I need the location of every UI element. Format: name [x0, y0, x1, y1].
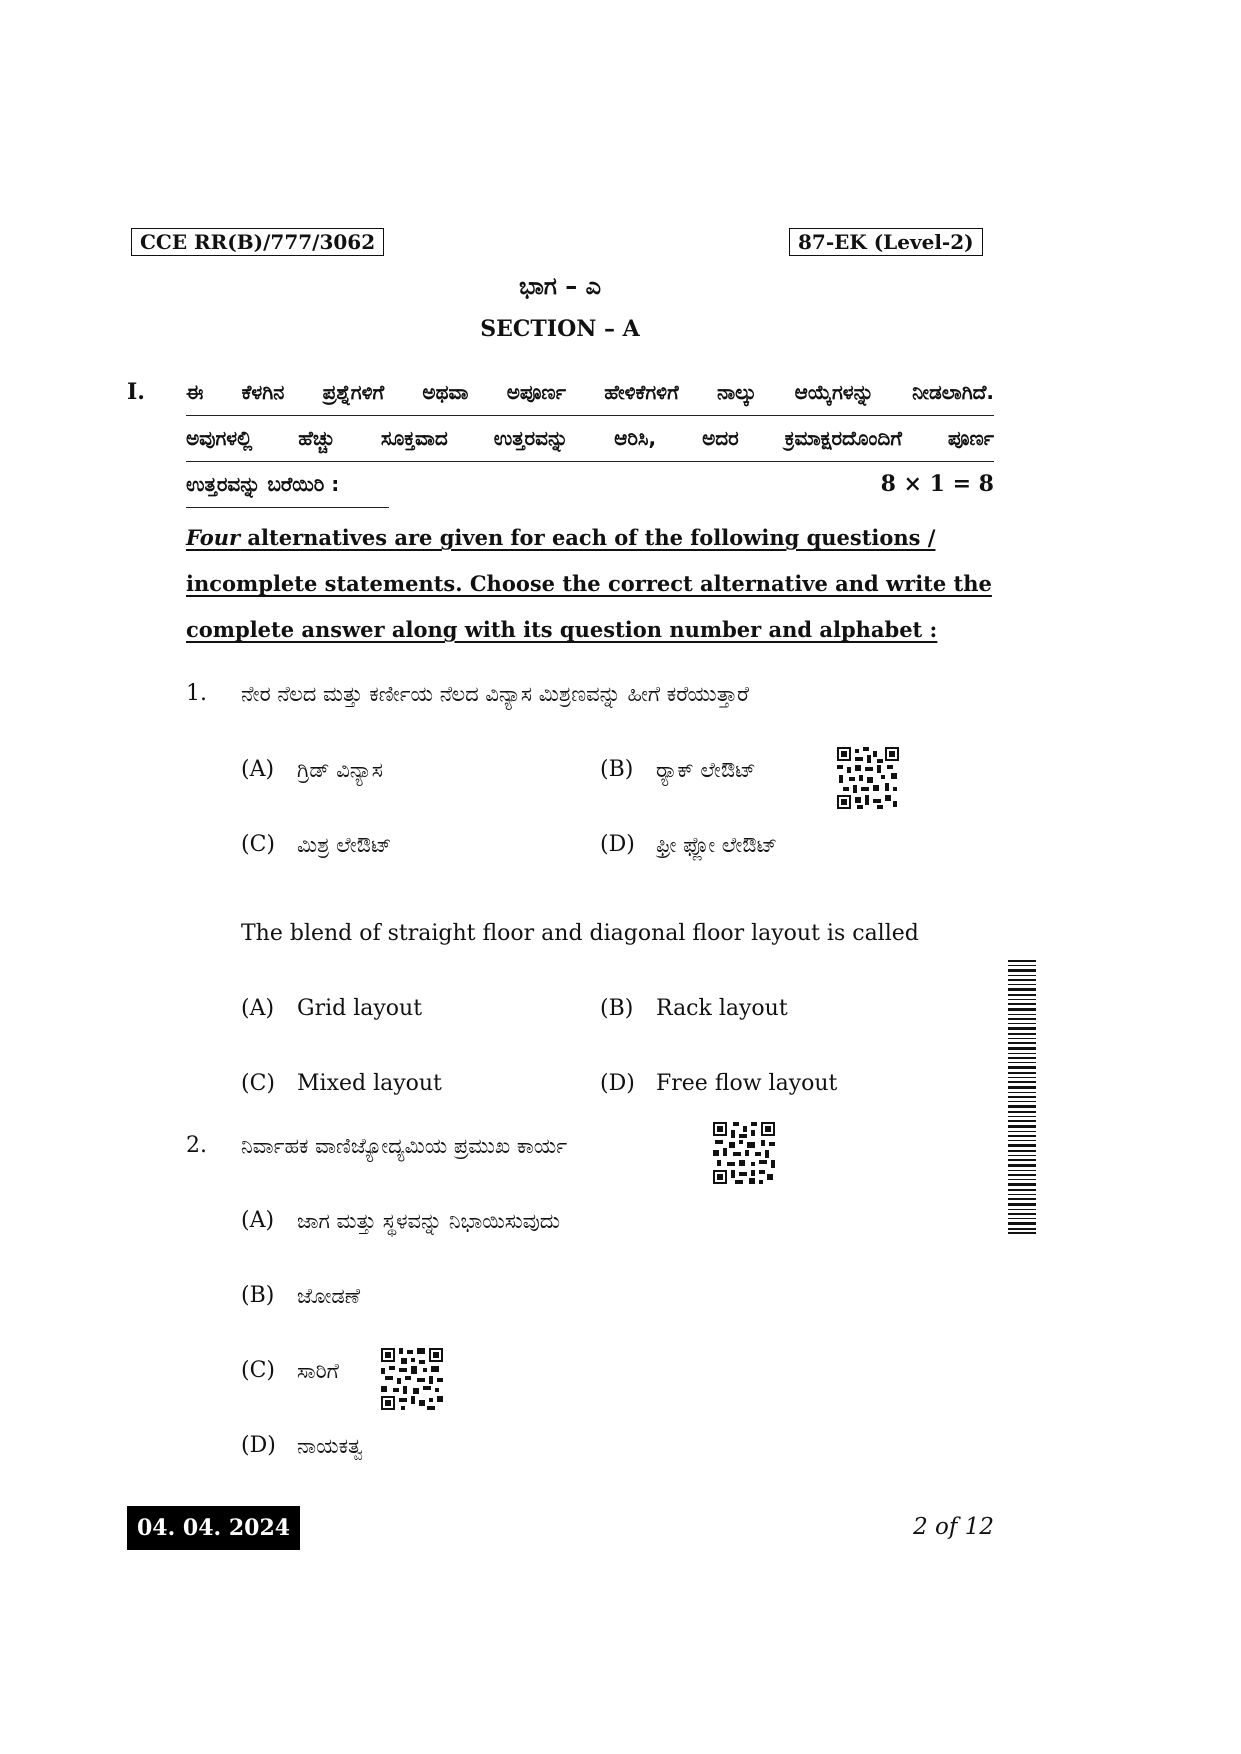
instruction-en-line-1-rest: alternatives are given for each of the following questions /: [240, 525, 936, 550]
q1-option-d-letter-kn: (D): [600, 832, 635, 857]
instruction-kn-line-3: ಉತ್ತರವನ್ನು ಬರೆಯಿರಿ :: [186, 472, 340, 496]
marks: 8 × 1 = 8: [880, 471, 994, 497]
q2-option-a-text: ಜಾಗ ಮತ್ತು ಸ್ಥಳವನ್ನು ನಿಭಾಯಿಸುವುದು: [297, 1209, 560, 1233]
q2-option-d-letter: (D): [241, 1433, 276, 1458]
q1-option-c-text-kn: ಮಿಶ್ರ ಲೇಔಟ್: [297, 833, 392, 857]
question-1-number: 1.: [186, 681, 207, 706]
subject-code: 87-EK (Level-2): [789, 228, 983, 256]
q1-option-a-letter-kn: (A): [241, 757, 275, 782]
q2-option-a-letter: (A): [241, 1208, 275, 1233]
q1-option-c-text-en: Mixed layout: [297, 1071, 442, 1096]
barcode-icon: [1008, 960, 1036, 1234]
q1-option-b-letter-kn: (B): [600, 757, 634, 782]
q1-option-d-text-en: Free flow layout: [656, 1071, 838, 1096]
section-title-kn: ಭಾಗ – ಎ: [519, 272, 601, 300]
qr-code-icon: [381, 1348, 443, 1410]
q1-option-a-text-kn: ಗ್ರಿಡ್ ವಿನ್ಯಾಸ: [297, 758, 383, 782]
question-2-number: 2.: [186, 1133, 207, 1158]
instruction-kn-line-1: ಈ ಕೆಳಗಿನ ಪ್ರಶ್ನೆಗಳಿಗೆ ಅಥವಾ ಅಪೂರ್ಣ ಹೇಳಿಕೆಗಳಿಗೆ ನಾಲ್ಕು ಆಯ್ಕೆಗಳನ್ನು ನೀಡಲಾಗಿದೆ.: [186, 380, 994, 404]
instruction-en-line-2: incomplete statements. Choose the correct alternative and write the: [186, 571, 992, 596]
section-title-en: SECTION – A: [480, 316, 640, 342]
q1-option-c-letter-kn: (C): [241, 832, 275, 857]
q1-option-d-text-kn: ಫ್ರೀ ಫ್ಲೋ ಲೇಔಟ್: [656, 833, 778, 857]
q1-option-a-text-en: Grid layout: [297, 996, 423, 1021]
page-number: 2 of 12: [913, 1514, 994, 1540]
q2-option-b-letter: (B): [241, 1283, 275, 1308]
instruction-number: I.: [127, 379, 145, 405]
q1-option-b-letter-en: (B): [600, 996, 634, 1021]
q1-option-a-letter-en: (A): [241, 996, 275, 1021]
instruction-en-line-3: complete answer along with its question number and alphabet :: [186, 617, 938, 642]
exam-date: 04. 04. 2024: [127, 1506, 300, 1550]
q1-option-b-text-kn: ರ್‍ಯಾಕ್ ಲೇಔಟ್: [656, 758, 756, 782]
q1-option-b-text-en: Rack layout: [656, 996, 788, 1021]
q1-option-d-letter-en: (D): [600, 1071, 635, 1096]
instruction-rule-2: [186, 461, 994, 462]
qr-code-icon: [837, 747, 899, 809]
q2-option-d-text: ನಾಯಕತ್ವ: [297, 1434, 363, 1458]
q1-option-c-letter-en: (C): [241, 1071, 275, 1096]
q2-option-b-text: ಜೋಡಣೆ: [297, 1284, 361, 1308]
q2-option-c-text: ಸಾರಿಗೆ: [297, 1359, 339, 1383]
instruction-en-line-1: [186, 524, 935, 552]
qr-code-icon: [713, 1122, 775, 1184]
instruction-en-four: Four: [186, 525, 241, 550]
instruction-rule-3: [186, 507, 389, 508]
question-2-text-kn: ನಿರ್ವಾಹಕ ವಾಣಿಜ್ಯೋದ್ಯಮಿಯ ಪ್ರಮುಖ ಕಾರ್ಯ: [241, 1134, 568, 1158]
q2-option-c-letter: (C): [241, 1358, 275, 1383]
paper-code: CCE RR(B)/777/3062: [131, 228, 384, 256]
instruction-kn-line-2: ಅವುಗಳಲ್ಲಿ ಹೆಚ್ಚು ಸೂಕ್ತವಾದ ಉತ್ತರವನ್ನು ಆರಿಸಿ, ಅದರ ಕ್ರಮಾಕ್ಷರದೊಂದಿಗೆ ಪೂರ್ಣ: [186, 426, 994, 450]
instruction-rule-1: [186, 415, 994, 416]
question-1-text-en: The blend of straight floor and diagonal floor layout is called: [241, 921, 919, 946]
question-1-text-kn: ನೇರ ನೆಲದ ಮತ್ತು ಕರ್ಣೀಯ ನೆಲದ ವಿನ್ಯಾಸ ಮಿಶ್ರಣವನ್ನು ಹೀಗೆ ಕರೆಯುತ್ತಾರೆ: [241, 682, 749, 706]
